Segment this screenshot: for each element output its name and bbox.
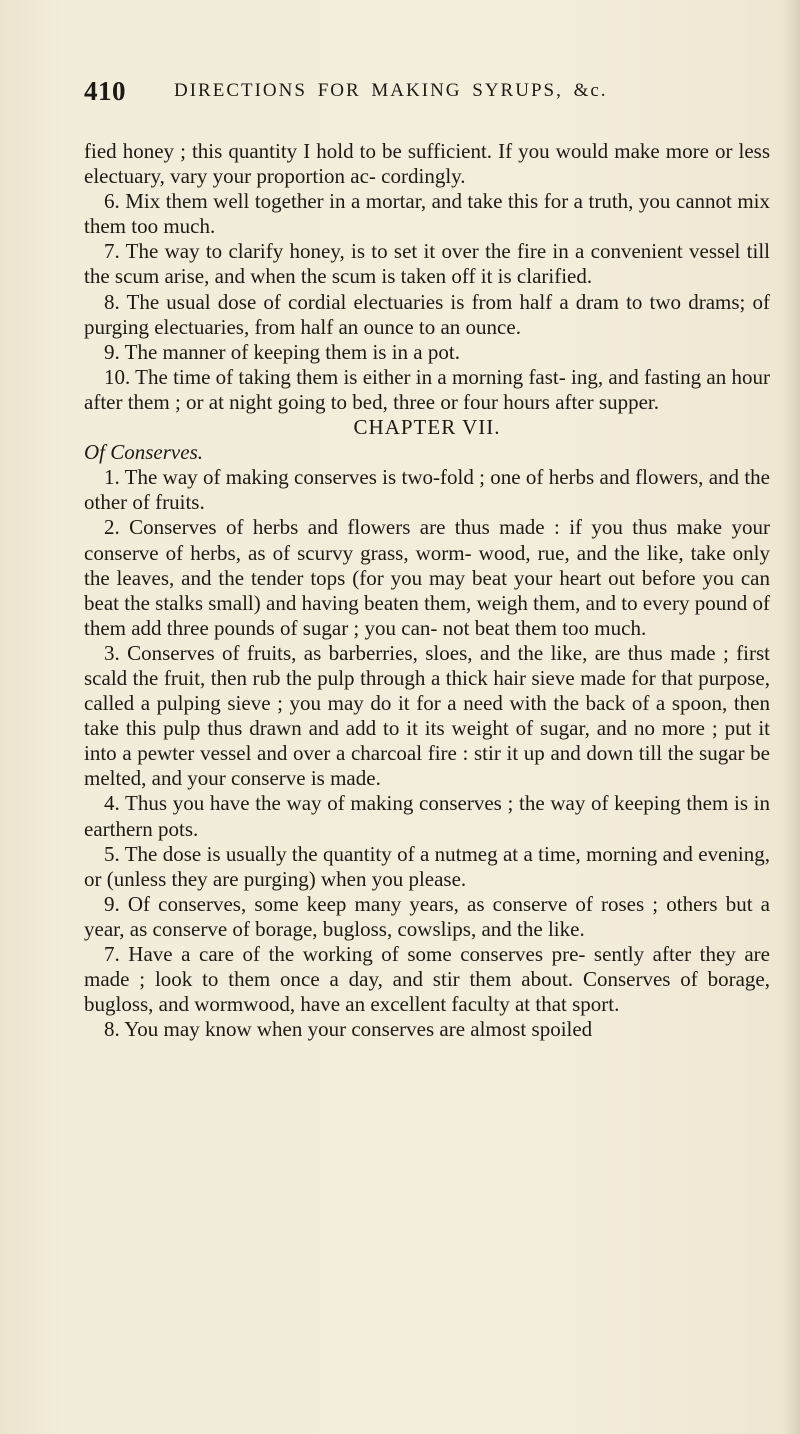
paragraph: fied honey ; this quantity I hold to be sufficient. If you would make more or less electuary, vary your proportion ac- cordingly.: [84, 139, 770, 189]
paragraph: 4. Thus you have the way of making conserves ; the way of keeping them is in earthern pots.: [84, 791, 770, 841]
paragraph: 6. Mix them well together in a mortar, and take this for a truth, you cannot mix them too much.: [84, 189, 770, 239]
paragraph: 7. Have a care of the working of some conserves pre- sently after they are made ; look to them once a day, and stir them about. Conserves of borage, bugloss, and wormwood, have an excellent faculty at that sport.: [84, 942, 770, 1017]
paragraph: 5. The dose is usually the quantity of a nutmeg at a time, morning and evening, or (unless they are purging) when you please.: [84, 841, 770, 891]
paragraph: 8. You may know when your conserves are almost spoiled: [104, 1017, 593, 1042]
paragraph: 3. Conserves of fruits, as barberries, sloes, and the like, are thus made ; first scald the fruit, then rub the pulp through a thick hair sieve made for that purpose, called a pulping sieve ; you may do it for a need with the back of a spoon, then take this pulp thus drawn and add to it its weight of sugar, and no more ; put it into a pewter vessel and over a charcoal fire : stir it up and down till the sugar be melted, and your conserve is made.: [84, 640, 770, 791]
body-text: [84, 139, 770, 1042]
paragraph: 2. Conserves of herbs and flowers are thus made : if you thus make your conserve of herbs, as of scurvy grass, worm- wood, rue, and the like, take only the leaves, and the tender tops (for you may beat your heart out before you can beat the stalks small) and having beaten them, weigh them, and to every pound of them add three pounds of sugar ; you can- not beat them too much.: [84, 515, 770, 640]
paragraph: 1. The way of making conserves is two-fold ; one of herbs and flowers, and the other of fruits.: [84, 465, 770, 515]
page-number: 410: [84, 76, 126, 106]
paragraph: 9. Of conserves, some keep many years, as conserve of roses ; others but a year, as conserve of borage, bugloss, cowslips, and the like.: [84, 891, 770, 941]
page-header: [84, 76, 764, 116]
chapter-subtitle: Of Conserves.: [84, 440, 203, 465]
chapter-title: CHAPTER VII.: [353, 415, 501, 440]
paragraph: 7. The way to clarify honey, is to set it over the fire in a convenient vessel till the scum arise, and when the scum is taken off it is clarified.: [84, 239, 770, 289]
running-head: DIRECTIONS FOR MAKING SYRUPS, &c.: [174, 80, 608, 101]
paragraph: 10. The time of taking them is either in a morning fast- ing, and fasting an hour after them ; or at night going to bed, three or four hours after supper.: [84, 364, 770, 414]
page-edge-shadow: [782, 0, 800, 1434]
paragraph: 8. The usual dose of cordial electuaries is from half a dram to two drams; of purging electuaries, from half an ounce to an ounce.: [84, 289, 770, 339]
paragraph: 9. The manner of keeping them is in a pot.: [104, 339, 460, 364]
